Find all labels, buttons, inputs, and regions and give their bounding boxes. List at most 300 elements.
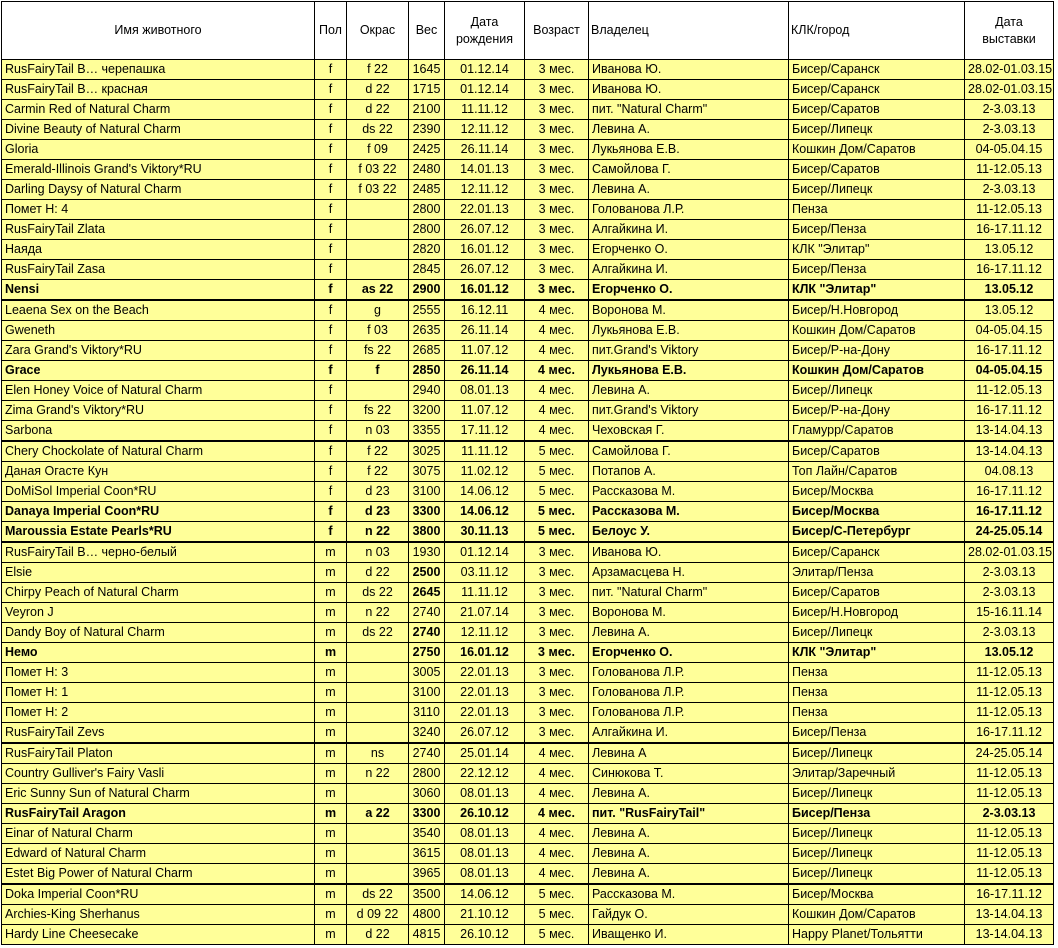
cell-animal-name[interactable]: RusFairyTail Zlata	[2, 220, 315, 240]
cell-owner[interactable]: пит.Grand's Viktory	[589, 401, 789, 421]
cell-sex[interactable]: f	[315, 421, 347, 442]
cell-club-city[interactable]: Бисер/Липецк	[789, 381, 965, 401]
cell-owner[interactable]: пит. "RusFairyTail"	[589, 804, 789, 824]
cell-show-date[interactable]: 11-12.05.13	[965, 784, 1054, 804]
cell-birth-date[interactable]: 08.01.13	[445, 784, 525, 804]
cell-birth-date[interactable]: 17.11.12	[445, 421, 525, 442]
cell-sex[interactable]: f	[315, 120, 347, 140]
cell-age[interactable]: 4 мес.	[525, 743, 589, 764]
cell-birth-date[interactable]: 12.11.12	[445, 120, 525, 140]
cell-show-date[interactable]: 13.05.12	[965, 280, 1054, 301]
cell-color[interactable]: n 22	[347, 603, 409, 623]
cell-color[interactable]: d 22	[347, 563, 409, 583]
cell-weight[interactable]: 3005	[409, 663, 445, 683]
cell-sex[interactable]: m	[315, 542, 347, 563]
cell-show-date[interactable]: 16-17.11.12	[965, 482, 1054, 502]
cell-owner[interactable]: Воронова М.	[589, 300, 789, 321]
cell-age[interactable]: 3 мес.	[525, 140, 589, 160]
cell-color[interactable]: ns	[347, 743, 409, 764]
cell-weight[interactable]: 3615	[409, 844, 445, 864]
cell-age[interactable]: 4 мес.	[525, 361, 589, 381]
cell-owner[interactable]: Лукьянова Е.В.	[589, 321, 789, 341]
cell-show-date[interactable]: 11-12.05.13	[965, 683, 1054, 703]
cell-show-date[interactable]: 28.02-01.03.15	[965, 542, 1054, 563]
cell-animal-name[interactable]: Chery Chockolate of Natural Charm	[2, 441, 315, 462]
cell-weight[interactable]: 3025	[409, 441, 445, 462]
cell-owner[interactable]: Воронова М.	[589, 603, 789, 623]
cell-club-city[interactable]: Бисер/Пенза	[789, 220, 965, 240]
cell-show-date[interactable]: 16-17.11.12	[965, 220, 1054, 240]
cell-birth-date[interactable]: 21.10.12	[445, 905, 525, 925]
cell-age[interactable]: 3 мес.	[525, 643, 589, 663]
cell-sex[interactable]: f	[315, 502, 347, 522]
cell-sex[interactable]: f	[315, 361, 347, 381]
cell-age[interactable]: 3 мес.	[525, 220, 589, 240]
cell-club-city[interactable]: Бисер/Липецк	[789, 824, 965, 844]
cell-show-date[interactable]: 11-12.05.13	[965, 160, 1054, 180]
cell-weight[interactable]: 2740	[409, 743, 445, 764]
cell-age[interactable]: 3 мес.	[525, 703, 589, 723]
cell-owner[interactable]: Рассказова М.	[589, 482, 789, 502]
cell-weight[interactable]: 3355	[409, 421, 445, 442]
cell-birth-date[interactable]: 08.01.13	[445, 824, 525, 844]
cell-animal-name[interactable]: Помет Н: 3	[2, 663, 315, 683]
cell-owner[interactable]: Лукьянова Е.В.	[589, 140, 789, 160]
cell-birth-date[interactable]: 16.12.11	[445, 300, 525, 321]
cell-club-city[interactable]: Бисер/Москва	[789, 884, 965, 905]
cell-sex[interactable]: f	[315, 462, 347, 482]
cell-birth-date[interactable]: 11.11.12	[445, 441, 525, 462]
cell-club-city[interactable]: Бисер/Саратов	[789, 100, 965, 120]
cell-club-city[interactable]: Бисер/Москва	[789, 482, 965, 502]
cell-animal-name[interactable]: Leaena Sex on the Beach	[2, 300, 315, 321]
cell-weight[interactable]: 2100	[409, 100, 445, 120]
cell-color[interactable]: f 22	[347, 441, 409, 462]
cell-weight[interactable]: 2685	[409, 341, 445, 361]
cell-age[interactable]: 3 мес.	[525, 542, 589, 563]
cell-owner[interactable]: Чеховская Г.	[589, 421, 789, 442]
cell-show-date[interactable]: 24-25.05.14	[965, 522, 1054, 543]
cell-birth-date[interactable]: 01.12.14	[445, 542, 525, 563]
cell-show-date[interactable]: 2-3.03.13	[965, 563, 1054, 583]
cell-owner[interactable]: Иванова Ю.	[589, 542, 789, 563]
cell-weight[interactable]: 3240	[409, 723, 445, 744]
cell-age[interactable]: 3 мес.	[525, 160, 589, 180]
header-club-city[interactable]: КЛК/город	[789, 2, 965, 60]
cell-owner[interactable]: Алгайкина И.	[589, 260, 789, 280]
cell-animal-name[interactable]: Country Gulliver's Fairy Vasli	[2, 764, 315, 784]
cell-color[interactable]: fs 22	[347, 341, 409, 361]
cell-age[interactable]: 3 мес.	[525, 603, 589, 623]
cell-show-date[interactable]: 16-17.11.12	[965, 341, 1054, 361]
cell-owner[interactable]: Самойлова Г.	[589, 441, 789, 462]
cell-age[interactable]: 5 мес.	[525, 462, 589, 482]
cell-color[interactable]: d 22	[347, 925, 409, 945]
cell-animal-name[interactable]: Emerald-Illinois Grand's Viktory*RU	[2, 160, 315, 180]
cell-show-date[interactable]: 28.02-01.03.15	[965, 80, 1054, 100]
cell-birth-date[interactable]: 11.07.12	[445, 341, 525, 361]
cell-weight[interactable]: 2555	[409, 300, 445, 321]
cell-owner[interactable]: Потапов А.	[589, 462, 789, 482]
cell-sex[interactable]: f	[315, 200, 347, 220]
cell-owner[interactable]: Лукьянова Е.В.	[589, 361, 789, 381]
cell-age[interactable]: 3 мес.	[525, 240, 589, 260]
cell-club-city[interactable]: КЛК "Элитар"	[789, 280, 965, 301]
cell-show-date[interactable]: 2-3.03.13	[965, 623, 1054, 643]
cell-animal-name[interactable]: Даная Огасте Кун	[2, 462, 315, 482]
cell-club-city[interactable]: Бисер/Пенза	[789, 723, 965, 744]
cell-weight[interactable]: 1930	[409, 542, 445, 563]
cell-animal-name[interactable]: Dandy Boy of Natural Charm	[2, 623, 315, 643]
cell-owner[interactable]: Голованова Л.Р.	[589, 663, 789, 683]
cell-color[interactable]: d 22	[347, 100, 409, 120]
cell-animal-name[interactable]: RusFairyTail B… черепашка	[2, 60, 315, 80]
cell-color[interactable]: fs 22	[347, 401, 409, 421]
cell-owner[interactable]: Иванова Ю.	[589, 60, 789, 80]
cell-age[interactable]: 5 мес.	[525, 482, 589, 502]
cell-color[interactable]: f 03	[347, 321, 409, 341]
cell-sex[interactable]: f	[315, 381, 347, 401]
cell-club-city[interactable]: Пенза	[789, 703, 965, 723]
cell-show-date[interactable]: 04-05.04.15	[965, 140, 1054, 160]
cell-show-date[interactable]: 11-12.05.13	[965, 381, 1054, 401]
cell-owner[interactable]: Алгайкина И.	[589, 723, 789, 744]
cell-weight[interactable]: 3075	[409, 462, 445, 482]
cell-birth-date[interactable]: 22.01.13	[445, 703, 525, 723]
cell-weight[interactable]: 3800	[409, 522, 445, 543]
cell-age[interactable]: 3 мес.	[525, 280, 589, 301]
cell-birth-date[interactable]: 22.01.13	[445, 683, 525, 703]
cell-age[interactable]: 5 мес.	[525, 502, 589, 522]
header-name[interactable]: Имя животного	[2, 2, 315, 60]
cell-owner[interactable]: пит. "Natural Charm"	[589, 583, 789, 603]
cell-weight[interactable]: 2800	[409, 764, 445, 784]
cell-age[interactable]: 4 мес.	[525, 300, 589, 321]
cell-weight[interactable]: 2900	[409, 280, 445, 301]
cell-birth-date[interactable]: 08.01.13	[445, 381, 525, 401]
cell-animal-name[interactable]: Einar of Natural Charm	[2, 824, 315, 844]
cell-sex[interactable]: f	[315, 401, 347, 421]
cell-show-date[interactable]: 16-17.11.12	[965, 401, 1054, 421]
cell-weight[interactable]: 3300	[409, 502, 445, 522]
cell-club-city[interactable]: Бисер/Н.Новгород	[789, 300, 965, 321]
cell-show-date[interactable]: 11-12.05.13	[965, 200, 1054, 220]
cell-owner[interactable]: Рассказова М.	[589, 502, 789, 522]
cell-owner[interactable]: Левина А	[589, 743, 789, 764]
cell-animal-name[interactable]: RusFairyTail B… красная	[2, 80, 315, 100]
cell-animal-name[interactable]: Sarbona	[2, 421, 315, 442]
cell-show-date[interactable]: 13-14.04.13	[965, 441, 1054, 462]
cell-owner[interactable]: Левина А.	[589, 824, 789, 844]
cell-owner[interactable]: Левина А.	[589, 844, 789, 864]
cell-sex[interactable]: f	[315, 280, 347, 301]
header-age[interactable]: Возраст	[525, 2, 589, 60]
cell-age[interactable]: 3 мес.	[525, 180, 589, 200]
cell-animal-name[interactable]: Hardy Line Cheesecake	[2, 925, 315, 945]
cell-age[interactable]: 3 мес.	[525, 60, 589, 80]
cell-animal-name[interactable]: Помет Н: 1	[2, 683, 315, 703]
cell-sex[interactable]: f	[315, 80, 347, 100]
cell-birth-date[interactable]: 25.01.14	[445, 743, 525, 764]
cell-animal-name[interactable]: Grace	[2, 361, 315, 381]
cell-age[interactable]: 4 мес.	[525, 381, 589, 401]
cell-animal-name[interactable]: RusFairyTail Aragon	[2, 804, 315, 824]
cell-age[interactable]: 3 мес.	[525, 583, 589, 603]
cell-color[interactable]	[347, 784, 409, 804]
cell-color[interactable]	[347, 663, 409, 683]
cell-weight[interactable]: 3965	[409, 864, 445, 885]
cell-weight[interactable]: 3300	[409, 804, 445, 824]
cell-sex[interactable]: m	[315, 663, 347, 683]
cell-owner[interactable]: Егорченко О.	[589, 643, 789, 663]
cell-color[interactable]: f 22	[347, 60, 409, 80]
cell-color[interactable]: ds 22	[347, 623, 409, 643]
cell-weight[interactable]: 3100	[409, 482, 445, 502]
cell-color[interactable]	[347, 723, 409, 744]
cell-color[interactable]	[347, 864, 409, 885]
cell-club-city[interactable]: Бисер/С-Петербург	[789, 522, 965, 543]
cell-sex[interactable]: m	[315, 583, 347, 603]
cell-sex[interactable]: f	[315, 260, 347, 280]
cell-weight[interactable]: 2800	[409, 220, 445, 240]
cell-birth-date[interactable]: 16.01.12	[445, 643, 525, 663]
cell-age[interactable]: 3 мес.	[525, 100, 589, 120]
cell-show-date[interactable]: 11-12.05.13	[965, 764, 1054, 784]
cell-weight[interactable]: 2485	[409, 180, 445, 200]
cell-show-date[interactable]: 13.05.12	[965, 240, 1054, 260]
cell-club-city[interactable]: Бисер/Липецк	[789, 120, 965, 140]
cell-show-date[interactable]: 11-12.05.13	[965, 864, 1054, 885]
cell-club-city[interactable]: Бисер/Пенза	[789, 260, 965, 280]
cell-owner[interactable]: Самойлова Г.	[589, 160, 789, 180]
cell-animal-name[interactable]: Maroussia Estate Pearls*RU	[2, 522, 315, 543]
cell-age[interactable]: 4 мес.	[525, 804, 589, 824]
cell-sex[interactable]: m	[315, 703, 347, 723]
cell-sex[interactable]: m	[315, 623, 347, 643]
cell-club-city[interactable]: Бисер/Саратов	[789, 583, 965, 603]
cell-weight[interactable]: 2845	[409, 260, 445, 280]
cell-birth-date[interactable]: 12.11.12	[445, 623, 525, 643]
cell-show-date[interactable]: 11-12.05.13	[965, 844, 1054, 864]
cell-birth-date[interactable]: 22.01.13	[445, 663, 525, 683]
cell-animal-name[interactable]: Divine Beauty of Natural Charm	[2, 120, 315, 140]
cell-show-date[interactable]: 2-3.03.13	[965, 100, 1054, 120]
cell-weight[interactable]: 2635	[409, 321, 445, 341]
cell-animal-name[interactable]: Darling Daysy of Natural Charm	[2, 180, 315, 200]
cell-color[interactable]: d 22	[347, 80, 409, 100]
cell-weight[interactable]: 2480	[409, 160, 445, 180]
cell-club-city[interactable]: Бисер/Липецк	[789, 784, 965, 804]
cell-age[interactable]: 4 мес.	[525, 864, 589, 885]
cell-sex[interactable]: m	[315, 864, 347, 885]
cell-weight[interactable]: 2645	[409, 583, 445, 603]
cell-animal-name[interactable]: Carmin Red of Natural Charm	[2, 100, 315, 120]
cell-age[interactable]: 4 мес.	[525, 764, 589, 784]
cell-birth-date[interactable]: 14.06.12	[445, 884, 525, 905]
cell-color[interactable]	[347, 844, 409, 864]
cell-animal-name[interactable]: Gloria	[2, 140, 315, 160]
cell-color[interactable]	[347, 220, 409, 240]
cell-club-city[interactable]: Кошкин Дом/Саратов	[789, 905, 965, 925]
cell-owner[interactable]: Гайдук О.	[589, 905, 789, 925]
cell-show-date[interactable]: 16-17.11.12	[965, 260, 1054, 280]
cell-age[interactable]: 4 мес.	[525, 341, 589, 361]
cell-sex[interactable]: f	[315, 100, 347, 120]
cell-owner[interactable]: Левина А.	[589, 784, 789, 804]
cell-show-date[interactable]: 11-12.05.13	[965, 824, 1054, 844]
cell-owner[interactable]: Белоус У.	[589, 522, 789, 543]
cell-age[interactable]: 5 мес.	[525, 925, 589, 945]
cell-weight[interactable]: 3200	[409, 401, 445, 421]
cell-club-city[interactable]: Бисер/Липецк	[789, 180, 965, 200]
cell-sex[interactable]: f	[315, 482, 347, 502]
cell-club-city[interactable]: Пенза	[789, 683, 965, 703]
cell-weight[interactable]: 1645	[409, 60, 445, 80]
cell-sex[interactable]: m	[315, 723, 347, 744]
cell-color[interactable]: d 23	[347, 502, 409, 522]
cell-color[interactable]: f 03 22	[347, 160, 409, 180]
cell-weight[interactable]: 2750	[409, 643, 445, 663]
cell-show-date[interactable]: 2-3.03.13	[965, 120, 1054, 140]
cell-age[interactable]: 4 мес.	[525, 784, 589, 804]
cell-weight[interactable]: 2940	[409, 381, 445, 401]
cell-birth-date[interactable]: 26.11.14	[445, 361, 525, 381]
cell-age[interactable]: 4 мес.	[525, 421, 589, 442]
cell-color[interactable]: ds 22	[347, 583, 409, 603]
cell-show-date[interactable]: 16-17.11.12	[965, 884, 1054, 905]
cell-age[interactable]: 3 мес.	[525, 723, 589, 744]
cell-weight[interactable]: 4800	[409, 905, 445, 925]
cell-club-city[interactable]: Бисер/Р-на-Дону	[789, 401, 965, 421]
cell-owner[interactable]: Иванова Ю.	[589, 80, 789, 100]
cell-club-city[interactable]: Топ Лайн/Саратов	[789, 462, 965, 482]
cell-club-city[interactable]: Бисер/Москва	[789, 502, 965, 522]
cell-sex[interactable]: m	[315, 844, 347, 864]
cell-sex[interactable]: m	[315, 743, 347, 764]
cell-color[interactable]: n 03	[347, 542, 409, 563]
cell-weight[interactable]: 3100	[409, 683, 445, 703]
cell-age[interactable]: 4 мес.	[525, 321, 589, 341]
cell-sex[interactable]: m	[315, 905, 347, 925]
cell-club-city[interactable]: Бисер/Липецк	[789, 864, 965, 885]
cell-weight[interactable]: 3540	[409, 824, 445, 844]
cell-birth-date[interactable]: 11.11.12	[445, 100, 525, 120]
cell-birth-date[interactable]: 26.07.12	[445, 260, 525, 280]
cell-birth-date[interactable]: 26.07.12	[445, 723, 525, 744]
cell-owner[interactable]: пит.Grand's Viktory	[589, 341, 789, 361]
cell-color[interactable]: a 22	[347, 804, 409, 824]
cell-birth-date[interactable]: 16.01.12	[445, 280, 525, 301]
cell-sex[interactable]: f	[315, 522, 347, 543]
header-weight[interactable]: Вес	[409, 2, 445, 60]
cell-birth-date[interactable]: 03.11.12	[445, 563, 525, 583]
cell-animal-name[interactable]: Zima Grand's Viktory*RU	[2, 401, 315, 421]
cell-sex[interactable]: m	[315, 563, 347, 583]
cell-club-city[interactable]: Бисер/Саранск	[789, 60, 965, 80]
cell-owner[interactable]: Арзамасцева Н.	[589, 563, 789, 583]
cell-show-date[interactable]: 24-25.05.14	[965, 743, 1054, 764]
cell-birth-date[interactable]: 01.12.14	[445, 80, 525, 100]
cell-color[interactable]	[347, 200, 409, 220]
cell-sex[interactable]: m	[315, 824, 347, 844]
cell-color[interactable]: n 22	[347, 522, 409, 543]
header-sex[interactable]: Пол	[315, 2, 347, 60]
cell-animal-name[interactable]: Doka Imperial Coon*RU	[2, 884, 315, 905]
cell-animal-name[interactable]: Наяда	[2, 240, 315, 260]
cell-show-date[interactable]: 2-3.03.13	[965, 180, 1054, 200]
cell-club-city[interactable]: Бисер/Саратов	[789, 160, 965, 180]
cell-animal-name[interactable]: Zara Grand's Viktory*RU	[2, 341, 315, 361]
cell-owner[interactable]: Левина А.	[589, 120, 789, 140]
cell-animal-name[interactable]: Edward of Natural Charm	[2, 844, 315, 864]
cell-show-date[interactable]: 13-14.04.13	[965, 905, 1054, 925]
cell-weight[interactable]: 3060	[409, 784, 445, 804]
cell-age[interactable]: 3 мес.	[525, 623, 589, 643]
cell-color[interactable]: f 22	[347, 462, 409, 482]
cell-color[interactable]	[347, 240, 409, 260]
cell-birth-date[interactable]: 11.11.12	[445, 583, 525, 603]
cell-club-city[interactable]: Бисер/Саранск	[789, 80, 965, 100]
cell-show-date[interactable]: 11-12.05.13	[965, 703, 1054, 723]
cell-show-date[interactable]: 2-3.03.13	[965, 804, 1054, 824]
cell-club-city[interactable]: Happy Planet/Тольятти	[789, 925, 965, 945]
cell-owner[interactable]: Егорченко О.	[589, 280, 789, 301]
cell-club-city[interactable]: Пенза	[789, 663, 965, 683]
cell-birth-date[interactable]: 30.11.13	[445, 522, 525, 543]
cell-sex[interactable]: m	[315, 804, 347, 824]
cell-animal-name[interactable]: Помет Н: 2	[2, 703, 315, 723]
cell-birth-date[interactable]: 11.02.12	[445, 462, 525, 482]
cell-weight[interactable]: 2850	[409, 361, 445, 381]
cell-show-date[interactable]: 15-16.11.14	[965, 603, 1054, 623]
cell-sex[interactable]: f	[315, 240, 347, 260]
cell-animal-name[interactable]: Nensi	[2, 280, 315, 301]
cell-owner[interactable]: Иващенко И.	[589, 925, 789, 945]
cell-club-city[interactable]: Элитар/Пенза	[789, 563, 965, 583]
cell-color[interactable]: d 09 22	[347, 905, 409, 925]
cell-owner[interactable]: Голованова Л.Р.	[589, 200, 789, 220]
cell-sex[interactable]: m	[315, 683, 347, 703]
cell-sex[interactable]: f	[315, 180, 347, 200]
cell-club-city[interactable]: Бисер/Саратов	[789, 441, 965, 462]
cell-club-city[interactable]: КЛК "Элитар"	[789, 240, 965, 260]
cell-color[interactable]: d 23	[347, 482, 409, 502]
cell-club-city[interactable]: Кошкин Дом/Саратов	[789, 361, 965, 381]
cell-sex[interactable]: m	[315, 784, 347, 804]
cell-color[interactable]: ds 22	[347, 120, 409, 140]
cell-owner[interactable]: Синюкова Т.	[589, 764, 789, 784]
cell-color[interactable]: f 09	[347, 140, 409, 160]
cell-animal-name[interactable]: Archies-King Sherhanus	[2, 905, 315, 925]
cell-club-city[interactable]: Бисер/Пенза	[789, 804, 965, 824]
cell-animal-name[interactable]: Chirpy Peach of Natural Charm	[2, 583, 315, 603]
cell-age[interactable]: 4 мес.	[525, 824, 589, 844]
cell-animal-name[interactable]: Eric Sunny Sun of Natural Charm	[2, 784, 315, 804]
cell-color[interactable]	[347, 683, 409, 703]
cell-birth-date[interactable]: 26.11.14	[445, 321, 525, 341]
cell-age[interactable]: 3 мес.	[525, 563, 589, 583]
cell-owner[interactable]: Голованова Л.Р.	[589, 703, 789, 723]
header-birth-date[interactable]: Дата рождения	[445, 2, 525, 60]
cell-club-city[interactable]: Бисер/Липецк	[789, 743, 965, 764]
cell-club-city[interactable]: Бисер/Саранск	[789, 542, 965, 563]
cell-club-city[interactable]: Пенза	[789, 200, 965, 220]
header-color[interactable]: Окрас	[347, 2, 409, 60]
cell-age[interactable]: 5 мес.	[525, 522, 589, 543]
cell-birth-date[interactable]: 12.11.12	[445, 180, 525, 200]
header-owner[interactable]: Владелец	[589, 2, 789, 60]
cell-weight[interactable]: 2390	[409, 120, 445, 140]
